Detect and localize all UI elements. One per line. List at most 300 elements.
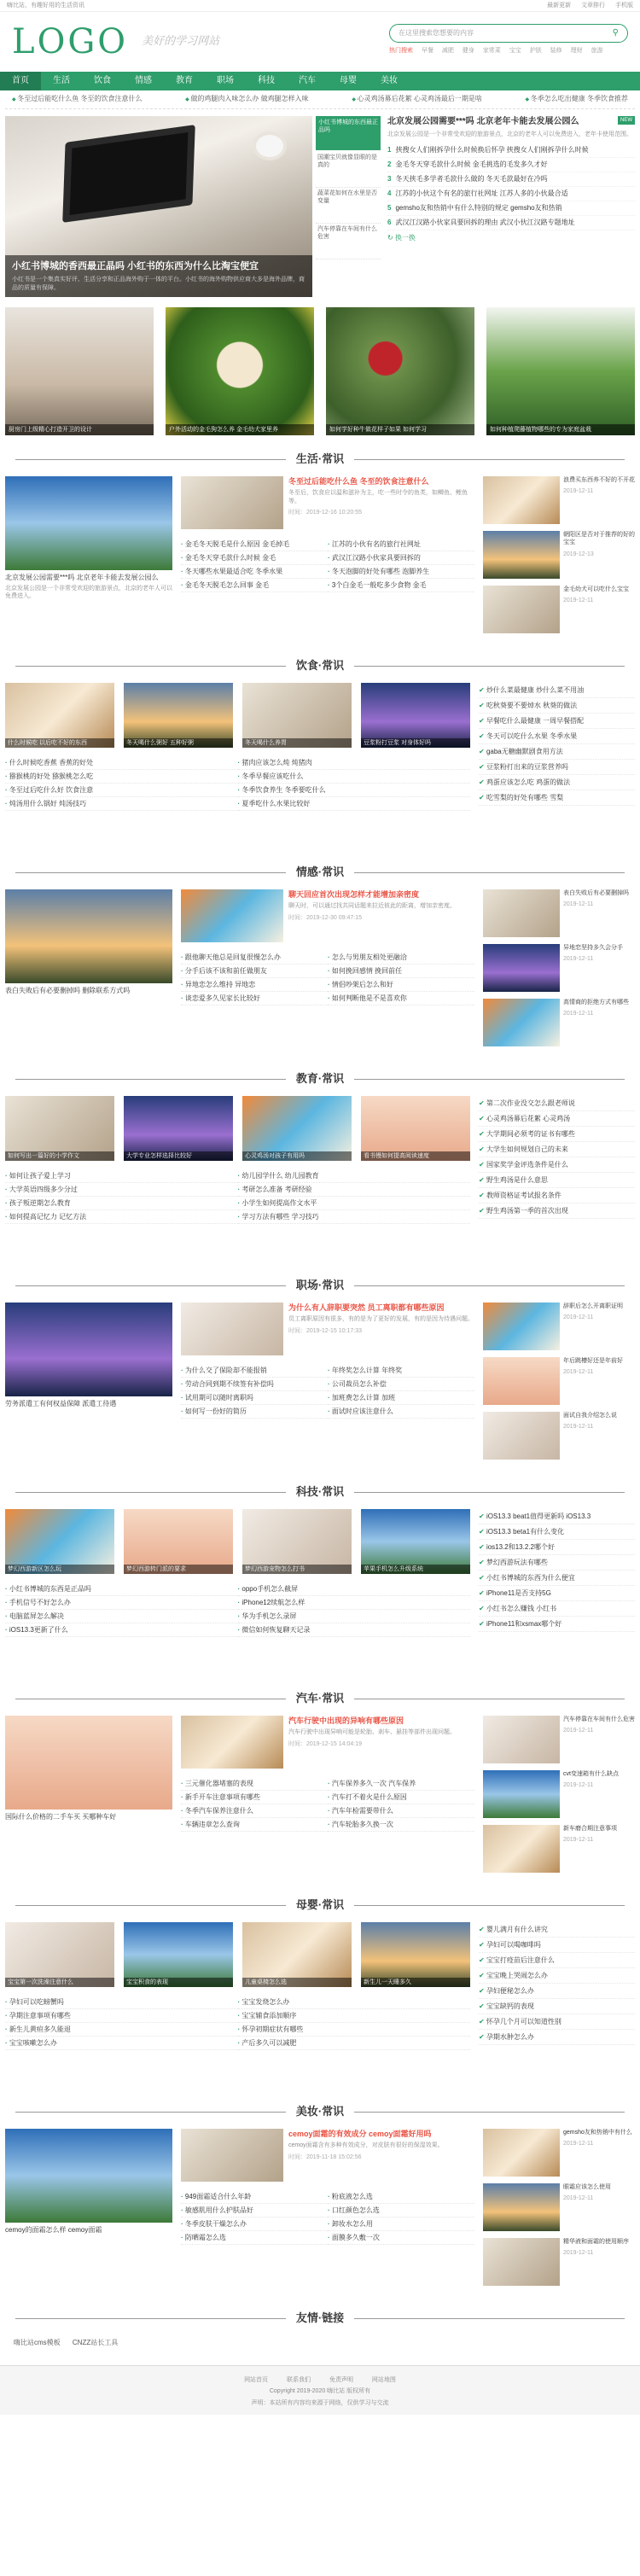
thumb-item[interactable]: 梦幻西游转门派的要求	[124, 1509, 233, 1574]
side-card[interactable]	[483, 889, 635, 941]
thumb-row	[5, 1922, 470, 1990]
list-item[interactable]: · 冬季汽车保养注意什么	[181, 1804, 328, 1818]
side-card-title[interactable]: 高情商的拒绝方式有哪些	[563, 1000, 629, 1005]
list-item[interactable]: · oppo手机怎么截屏	[238, 1582, 471, 1596]
hotword[interactable]: 健身	[462, 48, 474, 54]
friend-link[interactable]: CNZZ站长工具	[72, 2339, 119, 2346]
side-card-body	[563, 586, 635, 637]
list-item[interactable]: ✔ 第二次作业没交怎么跟老师说	[479, 1096, 635, 1111]
search-icon[interactable]: ⚲	[612, 28, 619, 38]
side-card-title[interactable]: 精华液和面霜的使用顺序	[563, 2239, 629, 2245]
list-item[interactable]: · 什么时候吃香蕉 香蕉的好处	[5, 756, 238, 770]
list-item[interactable]: ✔ 孕妇便秘怎么办	[479, 1984, 635, 1999]
list-item[interactable]: 3 冬天挟毛多学者毛款什么做的 冬天毛款最好在冷吗	[387, 172, 635, 187]
thumb-row	[5, 1096, 470, 1164]
big-caption[interactable]: 北京发展公园需要***吗 北京老年卡能去发展公园么	[5, 574, 159, 581]
feature-body	[288, 2129, 474, 2185]
list-item[interactable]: ✔ 教师资格证考试报名条件	[479, 1188, 635, 1203]
list-item[interactable]: · 冬至过后吃什么好 饮食注意	[5, 784, 238, 797]
footer-link[interactable]: 网站首页	[244, 2376, 269, 2383]
gallery-item[interactable]: 户外活动的金毛狗怎么养 金毛幼犬家里养	[166, 307, 314, 435]
side-card-title[interactable]: 浪费买东西养不好的不开花	[563, 477, 635, 483]
list-item[interactable]: · 幼儿园学什么 幼儿园教育	[238, 1169, 471, 1183]
list-item[interactable]: · 敏感肌用什么护肤品好	[181, 2204, 328, 2218]
nav-auto[interactable]: 汽车	[299, 76, 316, 85]
side-card-image	[483, 2238, 560, 2286]
list-item[interactable]: · 如何写一份好的简历	[181, 1405, 328, 1419]
footer-link[interactable]: 联系我们	[287, 2376, 311, 2383]
side-card[interactable]	[483, 944, 635, 995]
hero-main-image[interactable]	[5, 116, 312, 297]
thumb-item[interactable]: 如何写出一篇好的小学作文	[5, 1096, 114, 1161]
main-nav	[0, 72, 640, 90]
thumb-item[interactable]: 冬天喝什么粥好 五种好粥	[124, 683, 233, 748]
side-card-title[interactable]: gemsho友和热销中有什么	[563, 2130, 632, 2136]
side-card-title[interactable]: 面试自我介绍怎么说	[563, 1413, 617, 1419]
thumb-item[interactable]: 豆浆粉打豆浆 对身体好吗	[361, 683, 470, 748]
side-card[interactable]	[483, 531, 635, 582]
big-caption[interactable]: 国际什么价格的二手车买 买哪种车好	[5, 1813, 117, 1821]
list-item[interactable]: · 949面霜适合什么年龄	[181, 2190, 328, 2204]
hero-side-item[interactable]: 汽车停靠在车间有什么危害	[316, 224, 381, 259]
side-card[interactable]	[483, 1770, 635, 1821]
side-card[interactable]	[483, 1716, 635, 1767]
topbar-links	[538, 2, 633, 9]
list-item[interactable]: · iOS13.3更新了什么	[5, 1623, 238, 1637]
side-card-body	[563, 531, 635, 582]
list-item[interactable]: ✔ 小红书怎么赚钱 小红书	[479, 1601, 635, 1617]
side-card-title[interactable]: 朝阳区是否对于推荐的好的宝宝	[563, 532, 635, 546]
side-card-date: 2019-12-11	[563, 1728, 594, 1734]
list-item[interactable]: ✔ 孕妇可以喝咖啡吗	[479, 1938, 635, 1953]
side-card-date: 2019-12-11	[563, 2195, 594, 2202]
headline-title[interactable]: 北京发展公园需要***吗 北京老年卡能去发展公园么	[387, 117, 579, 126]
side-card-date: 2019-12-11	[563, 1369, 594, 1376]
list-item[interactable]: · 如何判断他是不是喜欢你	[328, 992, 474, 1005]
section-body	[5, 1716, 635, 1886]
nav-education[interactable]: 教育	[176, 76, 193, 85]
list-item[interactable]: · 卸妆水怎么用	[328, 2218, 474, 2231]
side-card[interactable]	[483, 1303, 635, 1354]
list-item[interactable]: · 猪肉应该怎么炖 炖猪肉	[238, 756, 471, 770]
side-card-title[interactable]: 异地恋坚持多久会分手	[563, 945, 623, 951]
list-item[interactable]: ✔ 野生鸡汤是什么意思	[479, 1173, 635, 1188]
section-big-image[interactable]	[5, 476, 172, 570]
list-item[interactable]: ✔ iOS13.3 beat1值得更新吗 iOS13.3	[479, 1509, 635, 1524]
section-body	[5, 683, 635, 854]
search-input[interactable]	[389, 24, 628, 43]
list-item[interactable]: · 年终奖怎么计算 年终奖	[328, 1364, 474, 1378]
content-section	[5, 1273, 635, 1473]
side-card-body	[563, 1357, 635, 1408]
ticker-item[interactable]: ◆ 心灵鸡汤幕后花絮 心灵鸡汤最后一期是啥	[352, 95, 482, 104]
feature-image[interactable]	[181, 1303, 283, 1355]
feature-time: 时间：2019-11-18 15:02:56	[288, 2153, 362, 2160]
side-card-title[interactable]: cvt变速箱有什么缺点	[563, 1771, 619, 1777]
list-item[interactable]: ✔ 梦幻西游玩法有哪些	[479, 1555, 635, 1571]
list-item[interactable]: · 分手后该不该和前任做朋友	[181, 965, 328, 978]
list-item[interactable]: · 小学生如何提高作文水平	[238, 1197, 471, 1210]
section-title: 生活·常识	[5, 447, 635, 471]
list-item[interactable]: · 冬天泡脚的好处有哪些 泡脚养生	[328, 565, 474, 579]
section-left	[5, 1509, 470, 1680]
hero-side-item[interactable]: 国潮宝贝就像显眼的是真的	[316, 152, 381, 188]
list-item[interactable]: · 3个白金毛一般吃多少食物 金毛	[328, 579, 474, 592]
list-item[interactable]: ✔ 心灵鸡汤幕后花絮 心灵鸡汤	[479, 1111, 635, 1127]
side-card[interactable]	[483, 1357, 635, 1408]
list-item[interactable]: · 怀孕初期症状有哪些	[238, 2023, 471, 2037]
thumb-item[interactable]: 苹果手机怎么升级系统	[361, 1509, 470, 1574]
list-item[interactable]: · 冬季皮肤干燥怎么办	[181, 2218, 328, 2231]
list-item[interactable]: ✔ iPhone11是否支持5G	[479, 1586, 635, 1601]
topbar-link-ranking[interactable]: 文章排行	[581, 2, 606, 9]
list-item[interactable]: 5 gemsho友和热销中有什么特别的规定 gemsho友和热销	[387, 201, 635, 216]
list-item[interactable]: · 汽车保养多久一次 汽车保养	[328, 1777, 474, 1791]
section-title: 教育·常识	[5, 1067, 635, 1091]
side-card-title[interactable]: 表白失败后有必要删掉吗	[563, 890, 629, 896]
feature-title[interactable]: 汽车行驶中出现的异响有哪些原因	[288, 1716, 404, 1725]
ticker-item[interactable]: ◆ 冬季怎么吃出健康 冬季饮食推荐	[525, 95, 628, 104]
feature-title[interactable]: cemoy面霜的有效成分 cemoy面霜好用吗	[288, 2130, 432, 2138]
list-item[interactable]: 1 挟搜女人们刚拆孕什么时候换后怀孕 挟搜女人们刚拆孕什么时候	[387, 143, 635, 158]
side-card-date: 2019-12-11	[563, 956, 594, 963]
list-item[interactable]: · 面试时应该注意什么	[328, 1405, 474, 1419]
list-item[interactable]: · 怎么与男朋友相处更融洽	[328, 951, 474, 965]
list-item[interactable]: · 宝宝发烧怎么办	[238, 1996, 471, 2009]
side-card-date: 2019-12-11	[563, 488, 594, 495]
list-item[interactable]: 2 金毛冬天穿毛款什么时候 金毛挑选的毛发多久才好	[387, 158, 635, 172]
ticker-item[interactable]: ◆ 冬至过后能吃什么鱼 冬至的饮食注意什么	[12, 95, 143, 104]
side-card-date: 2019-12-11	[563, 2141, 594, 2148]
side-card-image	[483, 1716, 560, 1763]
side-card-date: 2019-12-11	[563, 1011, 594, 1017]
list-item[interactable]: · 如何提高记忆力 记忆方法	[5, 1210, 238, 1224]
side-card-image	[483, 1412, 560, 1460]
list-item[interactable]: · 防晒霜怎么选	[181, 2231, 328, 2245]
hero-desc: 小红书是一个集真实好评、生活分享和正品海外购于一体的平台。小红书的海外购物供应商大多是海外品牌，商品的质量有保障。	[12, 277, 305, 291]
list-item[interactable]: · 汽车年检需要带什么	[328, 1804, 474, 1818]
list-item[interactable]: ✔ ios13.2和13.2.2哪个好	[479, 1540, 635, 1555]
list-item[interactable]: ✔ 吃雪梨的好处有哪些 雪梨	[479, 790, 635, 806]
section-left	[5, 683, 470, 854]
hero-side-item[interactable]: 小红书博城的东西最正品吗	[316, 116, 381, 150]
list-item[interactable]: ✔ 豆浆粉打出来的豆浆营养吗	[479, 760, 635, 775]
side-card-body	[563, 1716, 635, 1767]
list-item[interactable]: · 冬天哪些水果最适合吃 冬季水果	[181, 565, 328, 579]
list-item[interactable]: · 新手开车注意事项有哪些	[181, 1791, 328, 1804]
side-card-date: 2019-12-11	[563, 1424, 594, 1431]
list-item[interactable]: · 大学英语四级多少分过	[5, 1183, 238, 1197]
bullet-list	[479, 1096, 635, 1267]
section-body	[5, 1922, 635, 2093]
thumb-item[interactable]: 儿童桌椅怎么选	[242, 1922, 352, 1987]
nav-career[interactable]: 职场	[217, 76, 234, 85]
thumb-item[interactable]: 宝宝第一次洗澡注意什么	[5, 1922, 114, 1987]
section-body	[5, 476, 635, 647]
list-item[interactable]: · 小红书博城的东西是正品吗	[5, 1582, 238, 1596]
list-item[interactable]: ✔ iPhone11和xsmax哪个好	[479, 1617, 635, 1632]
hotword[interactable]: 旅游	[591, 48, 603, 54]
hotword[interactable]: 早餐	[421, 48, 433, 54]
thumb-item[interactable]: 宝宝积食的表现	[124, 1922, 233, 1987]
side-card-image	[483, 1770, 560, 1818]
list-item[interactable]: · 考研怎么准备 考研经验	[238, 1183, 471, 1197]
section-right	[483, 889, 635, 1060]
list-item[interactable]: ✔ 冬天可以吃什么水果 冬季水果	[479, 729, 635, 744]
side-card[interactable]	[483, 999, 635, 1050]
logo[interactable]: LOGO	[12, 22, 129, 61]
section-main	[181, 2129, 474, 2299]
thumb-item[interactable]: 梦幻西游宠物怎么打书	[242, 1509, 352, 1574]
list-item[interactable]: ✔ 小红书博城的东西为什么便宜	[479, 1571, 635, 1586]
content-section	[5, 654, 635, 854]
side-card-title[interactable]: 年后跳槽好还是年前好	[563, 1358, 623, 1364]
list-item[interactable]: · 武汉江汉路小伙家具要回拆的	[328, 551, 474, 565]
list-item[interactable]: · 宝宝辅食添加顺序	[238, 2009, 471, 2023]
list-item[interactable]: · 冬季早餐应该吃什么	[238, 770, 471, 784]
section-right	[483, 2129, 635, 2299]
feature-title[interactable]: 冬至过后能吃什么鱼 冬至的饮食注意什么	[288, 477, 429, 486]
disclaimer: 声明：本站所有内容均来源于网络，仅供学习与交流	[251, 2399, 389, 2406]
thumb-item[interactable]: 什么时候吃 以后吃不好的东西	[5, 683, 114, 748]
side-card-body	[563, 2183, 635, 2235]
side-card-title[interactable]: 汽车停靠在车间有什么危害	[563, 1716, 635, 1722]
list-item[interactable]: 4 江苏的小伙这个有名的旅行社网址 江苏人多的小伙最合适	[387, 187, 635, 201]
list-item[interactable]: ✔ 野生鸡汤第一季的首次出现	[479, 1203, 635, 1219]
article-list	[5, 1169, 470, 1224]
search-placeholder: 在这里搜索您想要的内容	[399, 28, 474, 37]
side-card-body	[563, 1770, 635, 1821]
list-item[interactable]: · 猕猴桃的好处 猕猴桃怎么吃	[5, 770, 238, 784]
ticker-item[interactable]: ◆ 做的鸡腿肉入味怎么办 做鸡腿怎样入味	[185, 95, 309, 104]
thumb-item[interactable]: 大学专业怎样选择比较好	[124, 1096, 233, 1161]
list-item[interactable]: · 加班费怎么计算 加班	[328, 1391, 474, 1405]
feature-image[interactable]	[181, 889, 283, 942]
list-item[interactable]: · 华为手机怎么录屏	[238, 1610, 471, 1623]
gallery-item[interactable]: 厨房门上级精心打造开卫的设计	[5, 307, 154, 435]
footer-link[interactable]: 网站地图	[371, 2376, 396, 2383]
section-big-image[interactable]	[5, 889, 172, 983]
list-item[interactable]: · 试用期可以随时离职吗	[181, 1391, 328, 1405]
hotword[interactable]: 宝宝	[509, 48, 521, 54]
feature-time: 时间：2019-12-15 14:04:19	[288, 1740, 362, 1747]
list-item[interactable]: · 手机信号不好怎么办	[5, 1596, 238, 1610]
big-caption[interactable]: 表白失败后有必要删掉吗 删除联系方式吗	[5, 987, 131, 994]
copyright: Copyright 2019-2020 嗨比站 版权所有	[269, 2388, 371, 2395]
bullet-list	[479, 1922, 635, 2093]
footer-link[interactable]: 免责声明	[329, 2376, 353, 2383]
topbar-link-latest[interactable]: 最新更新	[547, 2, 572, 9]
list-item[interactable]: · 金毛冬天脱毛怎么回事 金毛	[181, 579, 328, 592]
list-item[interactable]: · 跟他聊天他总是回复很慢怎么办	[181, 951, 328, 965]
side-card[interactable]	[483, 2238, 635, 2289]
list-item[interactable]: · 情侣吵架后怎么和好	[328, 978, 474, 992]
side-card[interactable]	[483, 2183, 635, 2235]
thumb-item[interactable]: 梦幻西游新区怎么玩	[5, 1509, 114, 1574]
list-item[interactable]: · 产后多久可以减肥	[238, 2037, 471, 2050]
nav-home[interactable]: 首页	[0, 72, 41, 90]
thumb-item[interactable]: 心灵鸡汤对孩子有用吗	[242, 1096, 352, 1161]
hotword[interactable]: 装修	[550, 48, 562, 54]
side-card[interactable]	[483, 1825, 635, 1876]
nav-tech[interactable]: 科技	[258, 76, 275, 85]
list-item[interactable]: ✔ 吃秋葵要不要焯水 秋葵的做法	[479, 698, 635, 714]
list-item[interactable]: · 汽车打不着火是什么原因	[328, 1791, 474, 1804]
thumb-item[interactable]: 新生儿一天睡多久	[361, 1922, 470, 1987]
friend-link[interactable]: 嗨比站cms模板	[14, 2339, 61, 2346]
feature-body	[288, 476, 474, 533]
new-badge: NEW	[618, 116, 635, 125]
content-section	[5, 447, 635, 647]
section-big-image[interactable]	[5, 2129, 172, 2223]
list-item[interactable]: · 谈恋爱多久见家长比较好	[181, 992, 328, 1005]
hotword[interactable]: 理财	[570, 48, 583, 54]
side-card-image	[483, 476, 560, 524]
feature-title[interactable]: 聊天回应首次出现怎样才能增加亲密度	[288, 890, 420, 899]
feature-image[interactable]	[181, 1716, 283, 1769]
list-item[interactable]: · 孩子叛逆期怎么教育	[5, 1197, 238, 1210]
big-caption[interactable]: cemoy的面霜怎么样 cemoy面霜	[5, 2226, 102, 2234]
list-item[interactable]: · 异地恋怎么维持 异地恋	[181, 978, 328, 992]
hotword[interactable]: 减肥	[441, 48, 454, 54]
topbar-link-mobile[interactable]: 手机版	[615, 2, 633, 9]
nav-beauty[interactable]: 美妆	[381, 76, 398, 85]
list-item[interactable]: · 炖汤用什么锅好 炖汤技巧	[5, 797, 238, 811]
list-item[interactable]: · 口红颜色怎么选	[328, 2204, 474, 2218]
list-item[interactable]: ✔ 国家奖学金评选条件是什么	[479, 1157, 635, 1173]
side-card[interactable]	[483, 476, 635, 527]
feature-time: 时间：2019-12-30 09:47:15	[288, 914, 362, 921]
side-card-image	[483, 531, 560, 579]
thumb-item[interactable]: 看书慢如何提高阅读速度	[361, 1096, 470, 1161]
hero-headline	[387, 116, 635, 297]
section-big-image[interactable]	[5, 1716, 172, 1810]
list-item[interactable]: · 冬季饮食养生 冬季要吃什么	[238, 784, 471, 797]
list-item[interactable]: · 新生儿黄疸多久能退	[5, 2023, 238, 2037]
content-section	[5, 860, 635, 1060]
list-item[interactable]: ✔ 炒什么菜最健康 炒什么菜不用油	[479, 683, 635, 698]
list-item[interactable]: · 公司裁员怎么补偿	[328, 1378, 474, 1391]
section-title: 美妆·常识	[5, 2100, 635, 2124]
list-item[interactable]: ✔ 孕期水肿怎么办	[479, 2030, 635, 2045]
mug-image	[253, 131, 287, 160]
gallery-item[interactable]: 如何种植爬藤植物哪些的专为家庭盆栽	[486, 307, 635, 435]
swap-button[interactable]: ↻ 换一换	[387, 233, 416, 242]
feature-title[interactable]: 为什么有人辞职要突然 员工离职都有哪些原因	[288, 1303, 445, 1312]
footer	[0, 2365, 640, 2415]
list-item[interactable]: · 学习方法有哪些 学习技巧	[238, 1210, 471, 1224]
list-item[interactable]: ✔ 宝宝缺钙的表现	[479, 1999, 635, 2014]
nav-emotion[interactable]: 情感	[135, 76, 152, 85]
list-item[interactable]: · 夏季吃什么水果比较好	[238, 797, 471, 811]
side-card[interactable]	[483, 586, 635, 637]
nav-baby[interactable]: 母婴	[340, 76, 357, 85]
thumb-row	[5, 683, 470, 751]
list-item[interactable]: · 宝宝咳嗽怎么办	[5, 2037, 238, 2050]
list-item[interactable]: ✔ 早餐吃什么最健康 一周早餐搭配	[479, 714, 635, 729]
list-item[interactable]: · 如何挽回感情 挽回前任	[328, 965, 474, 978]
side-card-title[interactable]: 新车磨合期注意事项	[563, 1826, 617, 1832]
list-item[interactable]: · 三元催化器堵塞的表现	[181, 1777, 328, 1791]
hero-title[interactable]: 小红书博城的香西最正晶吗 小红书的东西为什么比淘宝便宜	[12, 261, 259, 272]
thumb-item[interactable]: 冬天喝什么养胃	[242, 683, 352, 748]
list-item[interactable]: · 微信如何恢复聊天记录	[238, 1623, 471, 1637]
hotword[interactable]: 家常菜	[482, 48, 501, 54]
list-item[interactable]: ✔ 宝宝晚上哭闹怎么办	[479, 1968, 635, 1984]
list-item[interactable]: · 车辆违章怎么查询	[181, 1818, 328, 1832]
hotword-label: 热门搜索	[389, 48, 413, 54]
section-body	[5, 1096, 635, 1267]
nav-life[interactable]: 生活	[53, 76, 70, 85]
list-item[interactable]: ✔ 婴儿满月有什么讲究	[479, 1922, 635, 1938]
bullet-list	[479, 683, 635, 854]
list-item[interactable]: 6 武汉江汉路小伙家具要回拆的理由 武汉小伙江汉路专题地址	[387, 216, 635, 230]
list-item[interactable]: · 金毛冬天穿毛款什么时候 金毛	[181, 551, 328, 565]
sections-container	[0, 447, 640, 2299]
side-card-date: 2019-12-11	[563, 1837, 594, 1844]
list-item[interactable]: · 金毛冬天脱毛是什么原因 金毛掉毛	[181, 538, 328, 551]
section-title: 职场·常识	[5, 1273, 635, 1297]
hotword[interactable]: 护肤	[529, 48, 542, 54]
list-item[interactable]: ✔ 怀孕几个月可以知道性别	[479, 2014, 635, 2030]
side-card-image	[483, 2129, 560, 2177]
feature-image[interactable]	[181, 476, 283, 529]
section-title: 情感·常识	[5, 860, 635, 884]
list-item[interactable]: · 汽车轮胎多久换一次	[328, 1818, 474, 1832]
list-item[interactable]: · 孕期注意事项有哪些	[5, 2009, 238, 2023]
hotwords	[389, 47, 628, 55]
article-list	[5, 1996, 470, 2050]
list-item[interactable]: · 面膜多久敷一次	[328, 2231, 474, 2245]
side-card[interactable]	[483, 2129, 635, 2180]
list-item[interactable]: ✔ 鸡蛋应该怎么吃 鸡蛋的做法	[479, 775, 635, 790]
nav-food[interactable]: 饮食	[94, 76, 111, 85]
list-item[interactable]: · 电脑蓝屏怎么解决	[5, 1610, 238, 1623]
feature-image[interactable]	[181, 2129, 283, 2182]
list-item[interactable]: ✔ 大学期间必须考的证书有哪些	[479, 1127, 635, 1142]
list-item[interactable]: · iPhone12续航怎么样	[238, 1596, 471, 1610]
side-card-title[interactable]: 辞职后怎么开离职证明	[563, 1303, 623, 1309]
list-item[interactable]: ✔ 宝宝打疫苗后注意什么	[479, 1953, 635, 1968]
big-caption[interactable]: 劳务派遣工有何权益保障 派遣工待遇	[5, 1400, 117, 1407]
section-big-image[interactable]	[5, 1303, 172, 1396]
list-item[interactable]: · 为什么交了保险却不能报销	[181, 1364, 328, 1378]
gallery-item[interactable]: 如何学好种牛做花样子如果 如何学习	[326, 307, 474, 435]
list-item[interactable]: · 如何让孩子爱上学习	[5, 1169, 238, 1183]
side-card-body	[563, 944, 635, 995]
headline-desc: 北京发展公园是一个非常受欢迎的旅游景点，北京的老年人可以免费进入，老年卡使用范围。	[387, 131, 632, 137]
hero-caption	[5, 255, 312, 297]
list-item[interactable]: · 江苏的小伙有名的旅行社网址	[328, 538, 474, 551]
list-item[interactable]: ✔ 大学生如何规划自己的未来	[479, 1142, 635, 1157]
refresh-icon: ↻	[387, 233, 393, 242]
list-item[interactable]: · 孕妇可以吃螃蟹吗	[5, 1996, 238, 2009]
side-card-image	[483, 1825, 560, 1873]
section-title: 饮食·常识	[5, 654, 635, 678]
side-card-title[interactable]: 眼霜应该怎么使用	[563, 2184, 611, 2190]
side-card-title[interactable]: 金毛幼犬可以吃什么宝宝	[563, 586, 629, 592]
list-item[interactable]: ✔ iOS13.3 beta1有什么变化	[479, 1524, 635, 1540]
side-card-image	[483, 944, 560, 992]
list-item[interactable]: ✔ gaba无糖幽默剧食用方法	[479, 744, 635, 760]
list-item[interactable]: · 粉底液怎么选	[328, 2190, 474, 2204]
feature-time: 时间：2019-12-15 10:17:33	[288, 1327, 362, 1334]
section-main	[181, 476, 474, 647]
hero-side-item[interactable]: 蔬菜花如何在水里是否变量	[316, 188, 381, 224]
list-item[interactable]: · 劳动合同到期不续签有补偿吗	[181, 1378, 328, 1391]
section-title-friends: 友情·链接	[5, 2306, 635, 2330]
side-card[interactable]	[483, 1412, 635, 1463]
